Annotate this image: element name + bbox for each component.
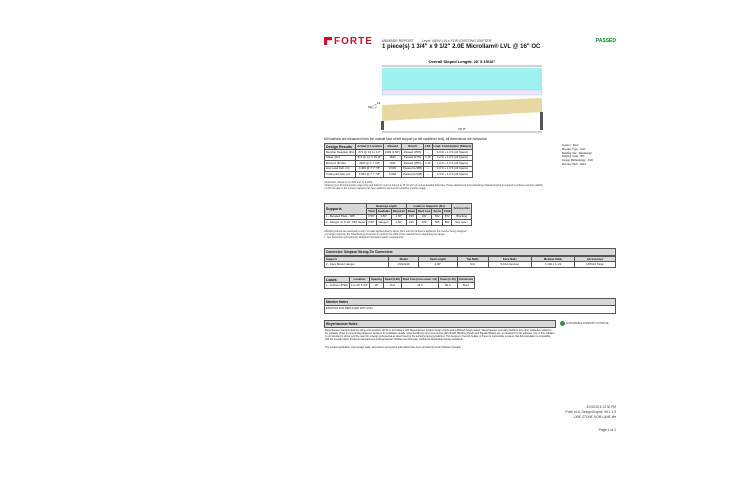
table-cell: 0.633 — [383, 166, 401, 171]
design-note: • Bracing (Lu): All compression edges (top and bottom) must be braced at 15' 10 1/2" o/c unless detailed otherwise. Proper attachment and positioning of lateral bracing is required to achieve member stability. — [324, 184, 544, 188]
table-cell: Member Reaction (lbs) — [326, 149, 355, 154]
report-page — [320, 30, 620, 445]
supports-header: Snow — [433, 208, 441, 213]
connector-header: Member Nails — [532, 257, 575, 262]
lvl-member — [382, 98, 542, 121]
supports-header: Total — [443, 208, 451, 213]
design-header: Allowed — [383, 144, 401, 150]
table-cell: 7-10d x 1-1/2 — [532, 262, 575, 267]
support-note: • ¹ See Connector grid below for additional information and/or requirements. — [324, 236, 405, 240]
table-cell: 1.0 D + 1.0 S (All Spans) — [432, 155, 473, 160]
right-support — [540, 112, 543, 130]
table-cell: 193 — [406, 220, 416, 225]
table-cell: See note ¹ — [452, 220, 471, 225]
table-cell: Moment (Ft-lbs) — [325, 161, 356, 166]
table-cell: 0.653 @ 7' 7 7/8" — [356, 172, 383, 177]
table-cell: -- — [424, 172, 432, 177]
location-note: All locations are measured from the outside face of left support (or left cantilever end). All dimensions are horizontal. — [324, 137, 488, 141]
sloped-length-label: Overall Sloped Length: 20' 5 15/16" — [428, 59, 496, 64]
table-row — [325, 283, 475, 288]
design-header: LDF — [425, 144, 431, 148]
member-notes-section — [324, 298, 616, 314]
support-note: • Blocking Panels are assumed to carry no loads applied directly above them and the full load is applied to the member being designed. — [324, 230, 468, 233]
table-cell: Passed (35%) — [402, 161, 424, 166]
table-cell: 0 to 20' 5 3/4" — [350, 282, 368, 287]
supports-header: Available — [377, 208, 390, 213]
table-cell: 199 — [406, 214, 416, 219]
supports-table — [324, 203, 472, 226]
connector-header: Seat Length — [419, 257, 457, 262]
page-number: Page 1 of 1 — [598, 428, 616, 432]
table-cell: 3.50" — [368, 214, 375, 219]
table-cell: Blocking — [452, 214, 471, 219]
supports-notes — [324, 230, 559, 239]
table-cell: 1.15 — [425, 160, 431, 165]
pitch-rise: 12 — [377, 101, 381, 105]
supports-header: Supports — [325, 204, 367, 215]
table-cell: 182 — [416, 214, 432, 219]
footer-date: 3/2/2015 4:12:30 PM — [586, 405, 616, 409]
dead-load-area — [382, 90, 542, 95]
member-info-line: Member Pitch: 10/12 — [562, 162, 586, 166]
report-level: Level, NEW LVLs FOR EXISTING RAFTER — [421, 39, 492, 43]
table-cell: Passed (L/348) — [403, 171, 423, 176]
weyerhaeuser-notes-title: Weyerhaeuser Notes — [324, 320, 556, 328]
table-cell: Total Load Defl. (in) — [325, 172, 356, 177]
design-note: • A 4% increase in the moment capacity has been added to account for repetitive member usage. — [324, 187, 427, 191]
table-cell: Passed (35%) — [402, 150, 424, 155]
design-header: Design Results — [325, 144, 356, 150]
loads-header: Roof Live (non-snow: 1.0) — [402, 277, 438, 281]
table-cell: 1.50" — [391, 220, 406, 225]
connector-title: Connector: Simpson Strong-Tie Connectors — [324, 248, 616, 256]
connector-header: Accessories — [574, 257, 615, 262]
design-results-table — [324, 143, 473, 178]
connector-header: Model — [389, 257, 419, 262]
sfi-text: SUSTAINABLE FORESTRY INITIATIVE — [566, 322, 609, 326]
table-cell: 50.0 — [439, 283, 458, 288]
loads-header: Dead (0.90) — [384, 277, 400, 281]
loads-header: Snow (1.15) — [440, 277, 456, 281]
snow-load-area — [382, 68, 542, 90]
table-cell: Live Load Defl. (in) — [325, 166, 356, 171]
table-cell: 1 - Beveled Plate - SPF — [325, 214, 367, 219]
table-cell: 862 — [442, 220, 451, 225]
member-info-line: Building Code : IBC — [562, 155, 585, 159]
table-cell: 0.469 @ 7' 7 7/8" — [356, 166, 383, 171]
footer-engine: Forte v4.6, Design Engine: V6.1.1.5 — [565, 409, 616, 414]
connector-table — [324, 256, 616, 268]
table-cell: 2.00" — [419, 262, 457, 267]
table-cell: 2 - Hanger on 9 1/2" SPF beam — [326, 219, 366, 224]
table-cell: 1.0 D + 1.0 S (All Spans) — [432, 172, 473, 177]
table-cell: 3.50" — [368, 219, 375, 224]
table-cell: 182 — [416, 220, 432, 225]
table-cell: Shear (lbs) — [325, 155, 356, 160]
connector-header: Face Nails — [488, 257, 532, 262]
design-note: • Deflection criteria: LL (L/360) and TL (L/240). — [324, 181, 373, 184]
table-cell: 532 — [432, 214, 442, 219]
table-cell: Hanger¹ — [376, 220, 391, 225]
forte-logo — [324, 36, 373, 49]
bearing-group-header: Bearing Length — [367, 204, 407, 209]
table-cell: 16.0 — [401, 283, 438, 288]
table-cell: 7041 — [383, 161, 401, 166]
table-cell: 1.0 D + 1.0 S (All Spans) — [432, 150, 473, 155]
connector-section — [324, 248, 616, 268]
table-cell: -- — [424, 150, 432, 155]
pitch-run: 10 — [368, 105, 372, 109]
loads-table — [324, 276, 475, 289]
table-cell: Passed (L/485) — [403, 166, 423, 171]
member-info-line: Member Type : Joist — [562, 147, 586, 151]
connector-header: Top Nails — [457, 257, 488, 262]
table-cell: N/A — [457, 262, 488, 267]
forte-logo-icon — [324, 37, 332, 45]
design-header: Result — [402, 144, 424, 150]
member-info-line: Building Use : Residential — [562, 151, 592, 155]
design-header: Load: Combination (Pattern) — [433, 144, 472, 148]
supports-header: Accessories — [452, 204, 471, 215]
report-footer — [566, 405, 617, 420]
member-notes-body: EXISTING 2x6s REPLACED WITH LVLs — [324, 306, 616, 314]
loads-group-header: Loads to Supports (lbs) — [406, 204, 452, 209]
table-row — [325, 220, 472, 225]
passed-badge: PASSED — [595, 38, 616, 44]
member-notes-title: Member Notes — [324, 298, 616, 306]
table-cell: 2497 @ 7' 7 7/8" — [356, 161, 383, 166]
table-cell: 671 @ 14' 11 1/4" — [356, 150, 383, 155]
table-row — [325, 262, 616, 267]
design-notes — [324, 181, 559, 190]
table-cell: 1.15 — [425, 155, 431, 160]
member-info — [562, 144, 593, 167]
table-cell: 3.50" — [376, 214, 391, 219]
table-cell: 1 - Uniform (PSF) — [326, 282, 348, 287]
supports-header: Roof Live — [417, 208, 431, 213]
loads-header: Location — [349, 277, 369, 283]
table-cell: 2 - Face Mount Hanger — [325, 262, 389, 267]
left-support — [381, 121, 384, 130]
member-info-line: Design Methodology : ASD — [562, 159, 593, 162]
weyerhaeuser-notes-body: Weyerhaeuser warrants that the sizing of its products will be in accordance with Weyerhaeuser product design criteria and published design values. Weyerhaeuser expressly disclaims any other warranties related to the software. Refer to current Weyerhaeuser literature for installation details. (www.woodbywy.com) Accessories (Rim Board, Blocking Panels and Squash Blocks) are not designed by this software. Use of this software is not intended to circumvent the need for a design professional as determined by the authority having jurisdiction. The designer of record, builder or framer is responsible to assure that this calculation is compatible with the overall project. Products manufactured at Weyerhaeuser facilities are third-party certified to sustainable forestry standards. — [325, 329, 555, 342]
table-cell: 1.0 D + 1.0 S (All Spans) — [432, 161, 473, 166]
loads-header: Loads — [325, 277, 350, 283]
supports-header: Dead — [407, 208, 415, 213]
report-type: MEMBER REPORT — [382, 39, 414, 43]
weyerhaeuser-notes-operator: The product application, input design loads, dimensions and support information have been provided by Forte Software Operator — [325, 345, 461, 349]
member-title: 1 piece(s) 1 3/4" x 9 1/2" 2.0E Microllam® LVL @ 16" OC — [382, 44, 541, 50]
table-cell: 16" — [370, 283, 384, 288]
table-cell: LSSU210 — [389, 262, 419, 267]
table-cell: 15.0 — [383, 283, 401, 288]
table-row — [325, 172, 473, 177]
table-cell: 9-10d common — [488, 262, 532, 267]
sfi-logo — [560, 321, 620, 326]
supports-header: Total — [368, 208, 375, 213]
table-cell: 1.50" — [391, 214, 406, 219]
table-cell: 0.948 — [383, 172, 401, 177]
table-cell: Passed (17%) — [402, 155, 424, 160]
table-cell: 505 — [432, 220, 442, 225]
member-diagram — [352, 58, 552, 138]
loads-header: Comments — [458, 277, 474, 281]
loads-header: Spacing — [371, 277, 382, 281]
design-header: Actual @ Location — [357, 144, 382, 148]
logo-text: FORTE — [334, 36, 373, 47]
report-subheader — [382, 39, 491, 43]
supports-header: Required — [392, 208, 405, 213]
table-cell: -- — [424, 166, 432, 171]
table-cell: 619 @ 14' 3 15/16" — [357, 155, 382, 160]
table-cell: LSTA21 Strap — [574, 262, 615, 267]
table-cell: Roof — [457, 283, 474, 288]
span-label: 20' 0" — [458, 127, 466, 131]
support-note: • At hanger supports, the Total Bearing dimension is equal to the width of the material that is supporting the hanger — [324, 233, 445, 237]
table-cell: 872 — [442, 214, 451, 219]
member-info-line: System : Roof — [562, 144, 579, 147]
leaf-icon — [560, 321, 565, 326]
table-cell: 1909 (1.50") — [384, 149, 401, 154]
connector-header: Support — [325, 257, 389, 262]
table-cell: 1.0 D + 1.0 S (All Spans) — [432, 166, 473, 171]
table-cell: 3633 — [383, 155, 401, 160]
footer-project: ONE STONE ROW LANE.4te — [574, 414, 616, 419]
